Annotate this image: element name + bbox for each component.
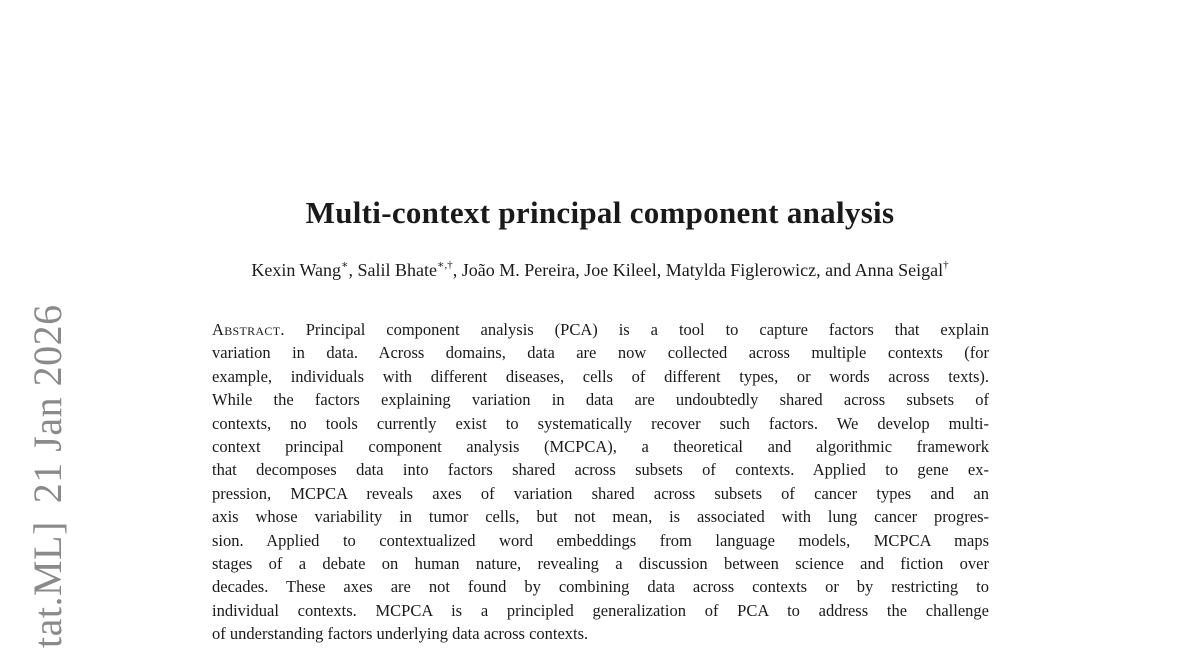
abstract-line: While the factors explaining variation in data are undoubtedly shared across subsets of	[212, 390, 989, 410]
author-name: Salil Bhate	[357, 260, 438, 280]
author-separator: ,	[656, 260, 666, 280]
abstract	[212, 318, 989, 646]
abstract-line: stages of a debate on human nature, revealing a discussion between science and fiction over	[212, 554, 989, 574]
arxiv-identifier-margin	[25, 304, 70, 648]
abstract-line-text: Principal component analysis (PCA) is a tool to capture factors that explain	[305, 320, 990, 339]
abstract-line: example, individuals with different diseases, cells of different types, or words across texts).	[212, 366, 989, 386]
abstract-line: individual contexts. MCPCA is a principled generalization of PCA to address the challenge	[212, 600, 989, 620]
abstract-line: sion. Applied to contextualized word embeddings from language models, MCPCA maps	[212, 530, 989, 550]
arxiv-category: tat.ML]	[25, 521, 70, 648]
abstract-line: context principal component analysis (MCPCA), a theoretical and algorithmic framework	[212, 437, 989, 457]
abstract-line: that decomposes data into factors shared across subsets of contexts. Applied to gene ex-	[212, 460, 989, 480]
author-list	[0, 258, 1200, 282]
arxiv-date: 21 Jan 2026	[25, 304, 70, 504]
author-separator: ,	[348, 260, 358, 280]
abstract-heading: Abstract.	[212, 320, 285, 339]
author-name: Joe Kileel	[584, 260, 657, 280]
author-affiliation-mark: ∗	[341, 259, 349, 271]
abstract-line: axis whose variability in tumor cells, but not mean, is associated with lung cancer progres-	[212, 507, 989, 527]
abstract-line: pression, MCPCA reveals axes of variation shared across subsets of cancer types and an	[212, 483, 989, 503]
abstract-line: decades. These axes are not found by combining data across contexts or by restricting to	[212, 577, 989, 597]
paper-title: Multi-context principal component analysis	[305, 195, 895, 230]
author-separator: , and	[816, 260, 855, 280]
abstract-line: variation in data. Across domains, data are now collected across multiple contexts (for	[212, 343, 989, 363]
author-separator: ,	[575, 260, 585, 280]
abstract-line: contexts, no tools currently exist to systematically recover such factors. We develop multi-	[212, 413, 989, 433]
author-affiliation-mark: ∗,†	[437, 259, 453, 271]
author-name: Kexin Wang	[251, 260, 342, 280]
author-name: João M. Pereira	[461, 260, 576, 280]
abstract-line: of understanding factors underlying data across contexts.	[212, 624, 589, 644]
abstract-line	[212, 318, 989, 341]
author-name: Matylda Figlerowicz	[665, 260, 817, 280]
author-separator: ,	[452, 260, 462, 280]
author-affiliation-mark: †	[943, 259, 949, 271]
author-name: Anna Seigal	[854, 260, 944, 280]
